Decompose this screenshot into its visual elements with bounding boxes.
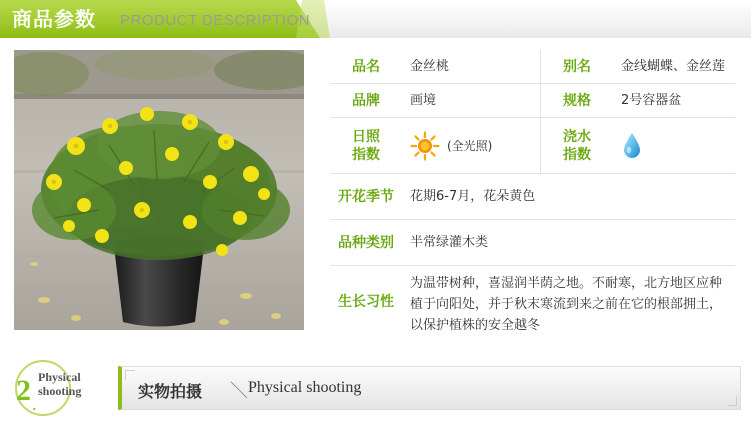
- product-photo: [14, 50, 304, 330]
- footer-number: 2: [16, 374, 31, 407]
- product-photo-illustration: [14, 50, 304, 330]
- header-title-en: PRODUCT DESCRIPTION: [120, 12, 311, 29]
- footer-bar-title-en: Physical shooting: [248, 379, 362, 396]
- table-row: [330, 266, 735, 338]
- spec-label-spec: 规格: [563, 92, 591, 109]
- growth-habit-text: 为温带树种，喜湿润半荫之地。不耐寒，北方地区应种植于向阳处，并于秋末寒流到来之前在它的根部拥土，以保护植株的安全越冬: [410, 276, 723, 333]
- table-row: [330, 220, 735, 266]
- spec-label-sunlight-line2: 指数: [352, 146, 380, 163]
- spec-value-name: 金丝桃: [410, 58, 450, 74]
- footer-physical-en: [38, 370, 98, 398]
- footer-bar-separator: ＼: [230, 381, 248, 401]
- table-row: [330, 174, 735, 220]
- footer-bar: [118, 366, 741, 410]
- spec-label-alias: 别名: [563, 58, 591, 75]
- header-title-cn: 商品参数: [12, 7, 96, 31]
- footer-bar-title-cn: 实物拍摄: [138, 382, 203, 401]
- corner-mark-bottomright: [727, 396, 737, 406]
- spec-value-growth-habit: [402, 266, 735, 338]
- footer-number-dot: .: [32, 394, 37, 414]
- section-footer: [10, 358, 741, 418]
- spec-label-watering: [541, 118, 613, 173]
- spec-label-bloom-season: 开花季节: [338, 188, 394, 205]
- spec-label-name: 品名: [352, 58, 380, 75]
- table-row: [330, 50, 735, 84]
- footer-physical-en-line2: shooting: [38, 384, 82, 398]
- spec-value-bloom-season: 花期6-7月，花朵黄色: [410, 188, 536, 204]
- spec-value-brand: 画境: [410, 92, 437, 108]
- spec-label-watering-line1: 浇水: [563, 128, 591, 145]
- section-header: [0, 0, 751, 38]
- water-drop-icon: [621, 131, 643, 161]
- spec-value-spec: 2号容器盆: [621, 92, 682, 108]
- spec-label-sunlight-line1: 日照: [352, 128, 380, 145]
- corner-mark-topleft: [125, 370, 135, 380]
- table-row: [330, 118, 735, 174]
- spec-value-sunlight-note: (全光照): [447, 138, 493, 153]
- spec-value-alias: 金线蝴蝶、金丝莲: [621, 58, 726, 74]
- footer-physical-en-line1: Physical: [38, 370, 81, 384]
- table-row: [330, 84, 735, 118]
- spec-label-brand: 品牌: [352, 92, 380, 109]
- spec-value-watering: [613, 118, 735, 173]
- spec-label-sunlight: [330, 118, 402, 173]
- spec-table: [330, 50, 735, 338]
- sun-icon: [410, 131, 440, 161]
- spec-label-variety-type: 品种类别: [338, 234, 394, 251]
- spec-value-variety-type: 半常绿灌木类: [410, 234, 489, 250]
- spec-value-sunlight: [402, 118, 540, 173]
- spec-label-watering-line2: 指数: [563, 146, 591, 163]
- spec-label-growth-habit: 生长习性: [338, 294, 394, 310]
